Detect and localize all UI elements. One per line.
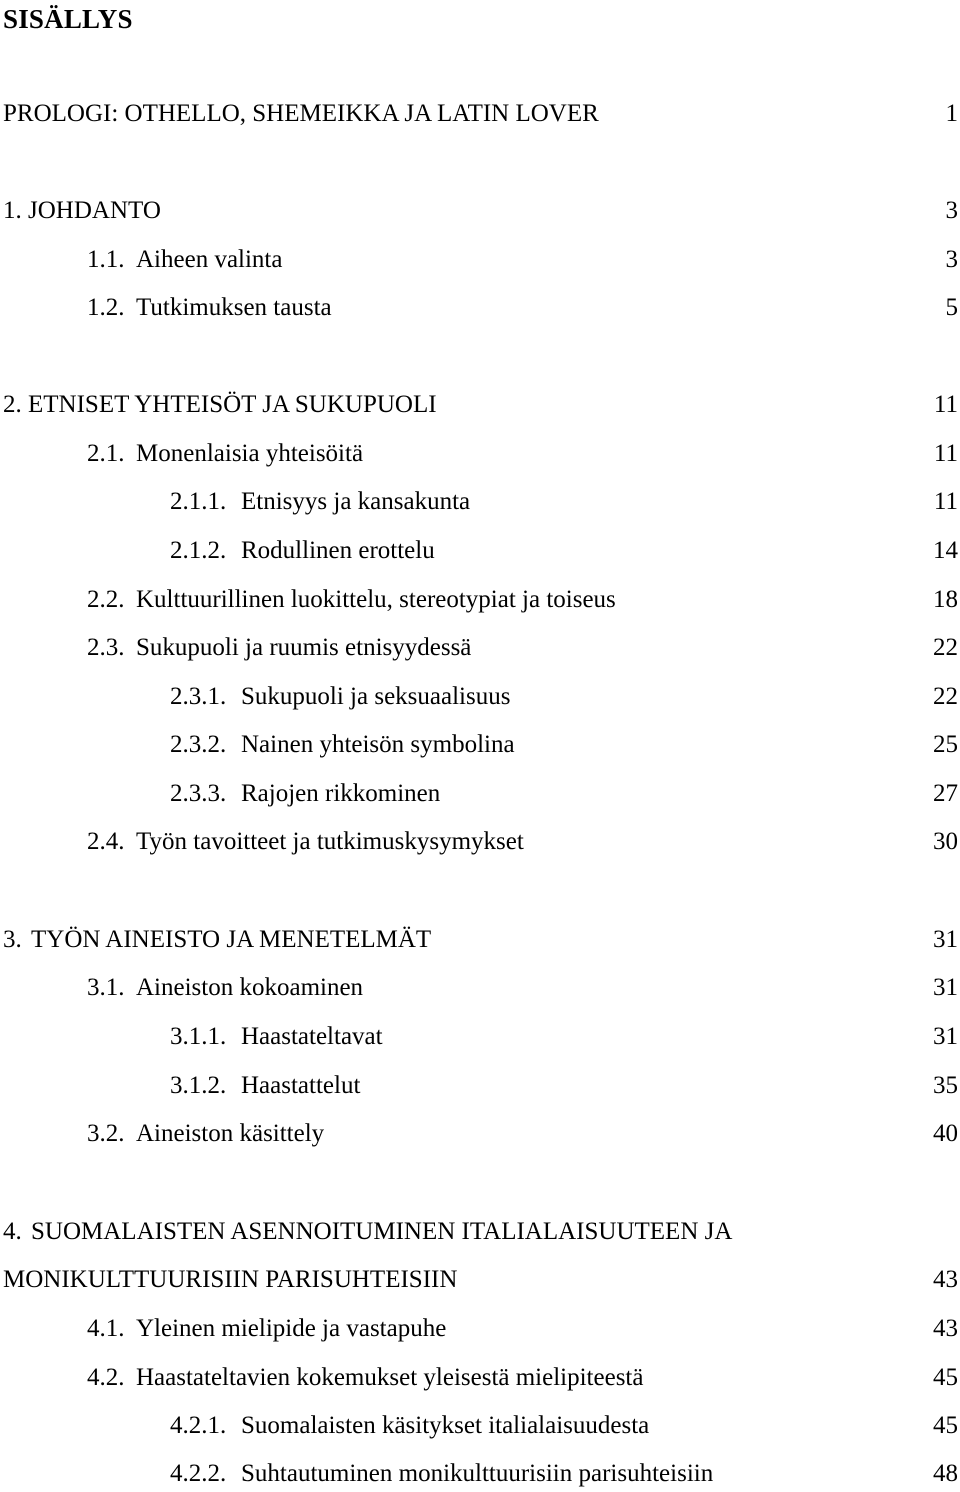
toc-entry-page: 25 xyxy=(933,731,958,758)
toc-entry-label: Haastattelut xyxy=(241,1072,361,1099)
toc-entry-number: 4. xyxy=(3,1218,22,1245)
toc-entry-chapter-4-continued[interactable] xyxy=(0,1262,960,1298)
toc-entry-number: 2.1.2. xyxy=(170,537,227,564)
toc-entry-label: Aineiston käsittely xyxy=(136,1120,325,1147)
toc-title: SISÄLLYS xyxy=(3,4,133,34)
toc-entry-chapter-2[interactable] xyxy=(0,387,960,423)
toc-entry-section-2-1-2[interactable] xyxy=(0,533,960,569)
toc-entry-page: 11 xyxy=(933,440,958,467)
toc-entry-page: 31 xyxy=(933,1023,958,1050)
toc-entry-section-3-1[interactable] xyxy=(0,970,960,1006)
toc-entry-label: PROLOGI: OTHELLO, SHEMEIKKA JA LATIN LOVER xyxy=(3,100,599,127)
toc-entry-label: 1. JOHDANTO xyxy=(3,197,161,224)
toc-entry-label: Haastateltavien kokemukset yleisestä mielipiteestä xyxy=(136,1364,644,1391)
toc-entry-section-3-1-1[interactable] xyxy=(0,1019,960,1055)
toc-entry-number: 4.2.2. xyxy=(170,1460,227,1487)
toc-entry-number: 2.1.1. xyxy=(170,488,227,515)
toc-entry-page: 43 xyxy=(933,1315,958,1342)
toc-entry-label: Työn tavoitteet ja tutkimuskysymykset xyxy=(136,828,524,855)
toc-entry-label: Haastateltavat xyxy=(241,1023,383,1050)
toc-entry-number: 1.1. xyxy=(87,246,125,273)
toc-entry-page: 45 xyxy=(933,1364,958,1391)
toc-entry-label: Aiheen valinta xyxy=(136,246,283,273)
toc-entry-section-2-1-1[interactable] xyxy=(0,484,960,520)
toc-entry-number: 4.2.1. xyxy=(170,1412,227,1439)
toc-entry-chapter-4[interactable] xyxy=(0,1214,960,1250)
toc-entry-label: Tutkimuksen tausta xyxy=(136,294,332,321)
toc-entry-number: 2.3.3. xyxy=(170,780,227,807)
toc-entry-label: Suomalaisten käsitykset italialaisuudesta xyxy=(241,1412,650,1439)
toc-entry-page: 3 xyxy=(945,246,958,273)
toc-entry-number: 3. xyxy=(3,926,22,953)
toc-entry-section-2-3-3[interactable] xyxy=(0,776,960,812)
toc-entry-number: 4.2. xyxy=(87,1364,125,1391)
toc-entry-number: 2.3.1. xyxy=(170,683,227,710)
toc-entry-label: Monenlaisia yhteisöitä xyxy=(136,440,364,467)
toc-entry-page: 45 xyxy=(933,1412,958,1439)
toc-entry-number: 2.4. xyxy=(87,828,125,855)
toc-entry-section-2-3[interactable] xyxy=(0,630,960,666)
toc-entry-number: 3.2. xyxy=(87,1120,125,1147)
toc-entry-page: 11 xyxy=(933,488,958,515)
toc-entry-page: 11 xyxy=(933,391,958,418)
toc-entry-label: Sukupuoli ja ruumis etnisyydessä xyxy=(136,634,472,661)
toc-entry-label: Etnisyys ja kansakunta xyxy=(241,488,471,515)
toc-entry-section-2-3-2[interactable] xyxy=(0,727,960,763)
toc-entry-number: 3.1.1. xyxy=(170,1023,227,1050)
toc-entry-label: Sukupuoli ja seksuaalisuus xyxy=(241,683,511,710)
toc-entry-page: 43 xyxy=(933,1266,958,1293)
toc-entry-page: 48 xyxy=(933,1460,958,1487)
toc-entry-section-3-2[interactable] xyxy=(0,1116,960,1152)
toc-entry-section-3-1-2[interactable] xyxy=(0,1068,960,1104)
toc-entry-section-4-2-2[interactable] xyxy=(0,1456,960,1492)
toc-entry-section-2-3-1[interactable] xyxy=(0,679,960,715)
toc-entry-label: Rajojen rikkominen xyxy=(241,780,441,807)
toc-entry-page: 18 xyxy=(933,586,958,613)
toc-entry-label: Nainen yhteisön symbolina xyxy=(241,731,515,758)
toc-entry-page: 1 xyxy=(945,100,958,127)
toc-entry-label: Kulttuurillinen luokittelu, stereotypiat ja toiseus xyxy=(136,586,616,613)
toc-entry-label: MONIKULTTUURISIIN PARISUHTEISIIN xyxy=(3,1266,458,1293)
toc-entry-section-4-2-1[interactable] xyxy=(0,1408,960,1444)
toc-entry-section-2-2[interactable] xyxy=(0,582,960,618)
toc-entry-page: 31 xyxy=(933,926,958,953)
toc-entry-page: 5 xyxy=(945,294,958,321)
toc-entry-number: 3.1. xyxy=(87,974,125,1001)
toc-entry-page: 22 xyxy=(933,683,958,710)
toc-entry-label: Suhtautuminen monikulttuurisiin parisuhteisiin xyxy=(241,1460,714,1487)
toc-entry-section-1-2[interactable] xyxy=(0,290,960,326)
toc-entry-label: Yleinen mielipide ja vastapuhe xyxy=(136,1315,447,1342)
toc-entry-label: Aineiston kokoaminen xyxy=(136,974,364,1001)
toc-entry-page: 27 xyxy=(933,780,958,807)
toc-entry-page: 31 xyxy=(933,974,958,1001)
toc-entry-page: 40 xyxy=(933,1120,958,1147)
toc-entry-number: 2.3.2. xyxy=(170,731,227,758)
toc-entry-number: 2.1. xyxy=(87,440,125,467)
toc-entry-label: 2. ETNISET YHTEISÖT JA SUKUPUOLI xyxy=(3,391,437,418)
toc-entry-label: Rodullinen erottelu xyxy=(241,537,435,564)
toc-entry-label: TYÖN AINEISTO JA MENETELMÄT xyxy=(31,926,432,953)
toc-entry-page: 14 xyxy=(933,537,958,564)
toc-entry-section-4-2[interactable] xyxy=(0,1360,960,1396)
toc-entry-page: 35 xyxy=(933,1072,958,1099)
toc-entry-section-4-1[interactable] xyxy=(0,1311,960,1347)
toc-entry-number: 3.1.2. xyxy=(170,1072,227,1099)
toc-entry-section-1-1[interactable] xyxy=(0,242,960,278)
toc-entry-label: SUOMALAISTEN ASENNOITUMINEN ITALIALAISUUTEEN JA xyxy=(31,1218,733,1245)
toc-entry-prologue[interactable] xyxy=(0,96,960,132)
toc-entry-number: 2.2. xyxy=(87,586,125,613)
toc-entry-page: 30 xyxy=(933,828,958,855)
toc-entry-section-2-4[interactable] xyxy=(0,824,960,860)
toc-entry-chapter-3[interactable] xyxy=(0,922,960,958)
toc-entry-number: 1.2. xyxy=(87,294,125,321)
toc-entry-page: 3 xyxy=(945,197,958,224)
toc-entry-section-2-1[interactable] xyxy=(0,436,960,472)
toc-entry-number: 2.3. xyxy=(87,634,125,661)
toc-entry-number: 4.1. xyxy=(87,1315,125,1342)
toc-entry-chapter-1[interactable] xyxy=(0,193,960,229)
toc-entry-page: 22 xyxy=(933,634,958,661)
